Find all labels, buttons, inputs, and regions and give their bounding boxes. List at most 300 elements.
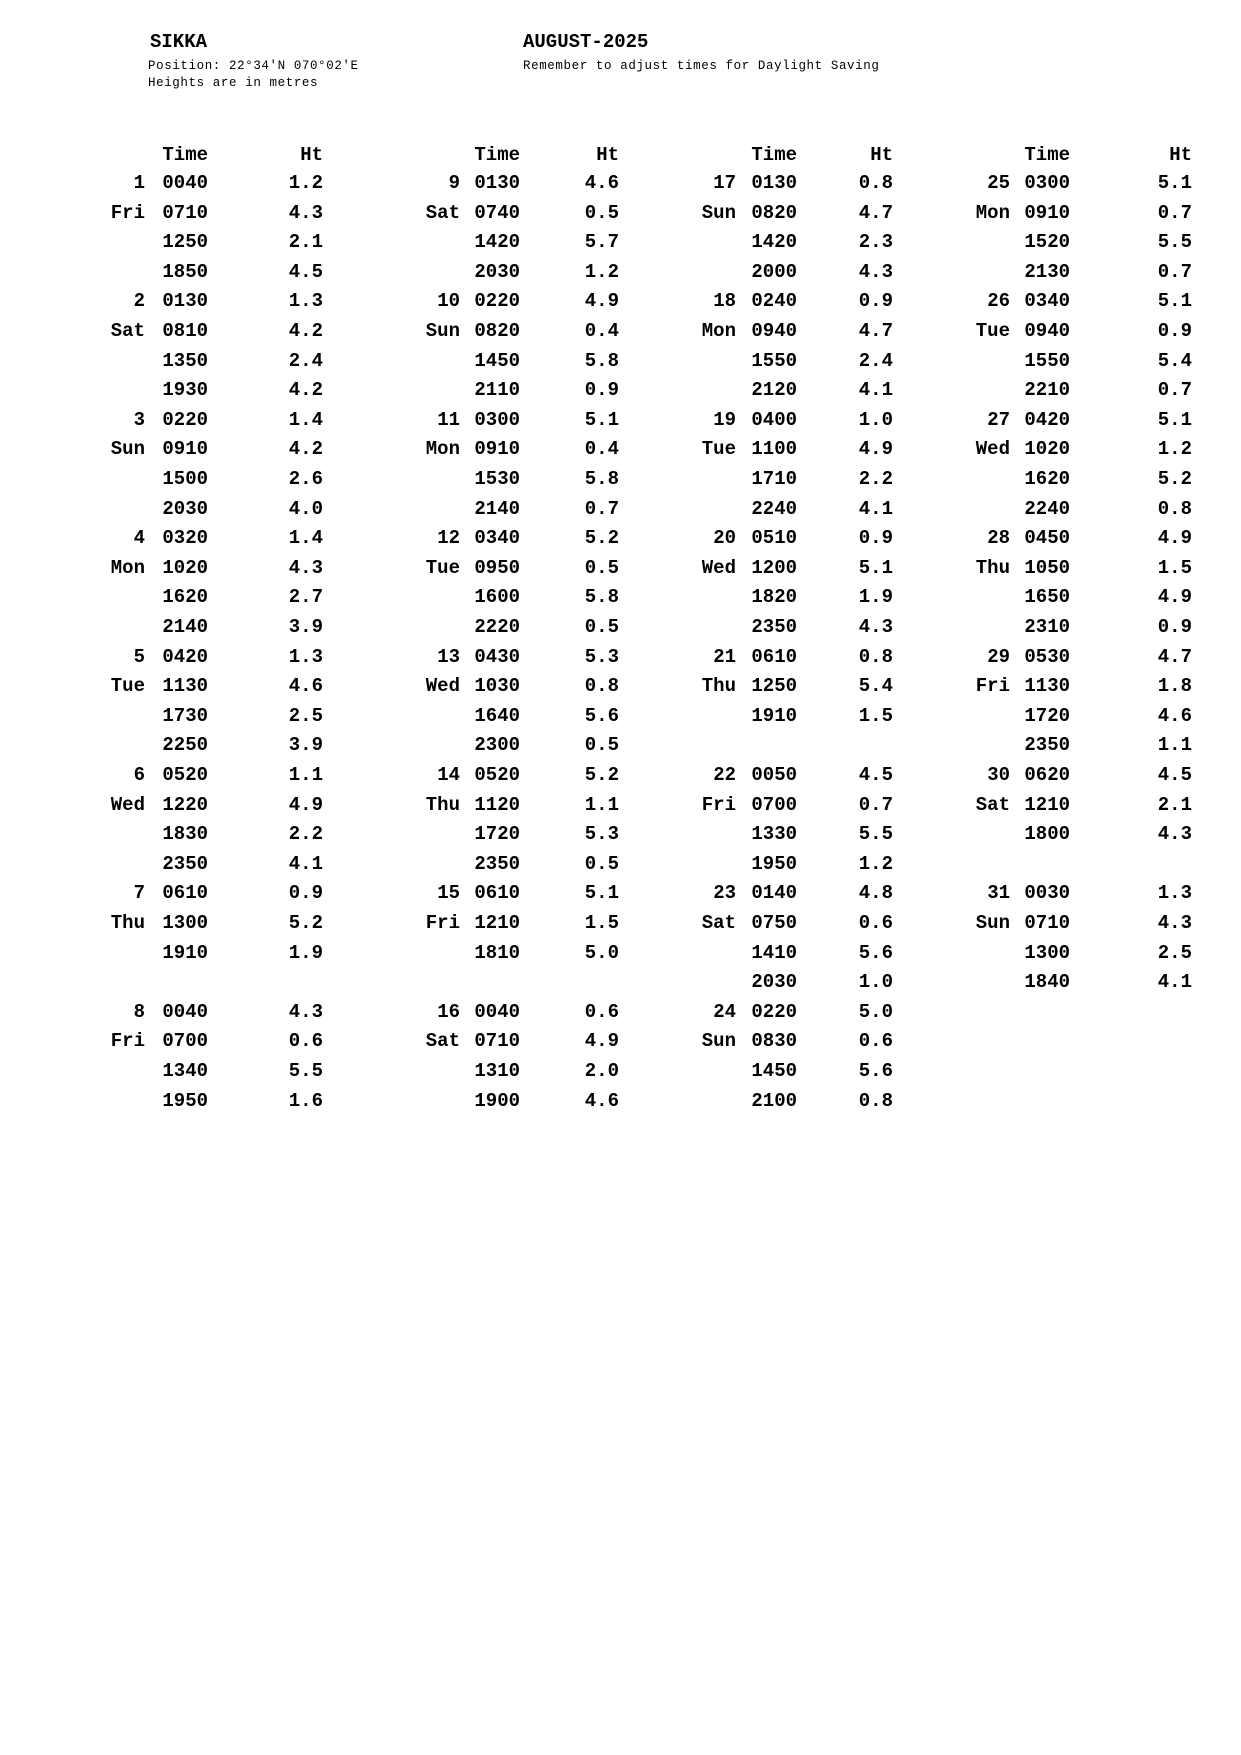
tide-time: 1130: [162, 675, 208, 698]
weekday-label: Wed: [701, 556, 736, 579]
tide-height: 0.7: [1157, 260, 1192, 283]
day-number: 7: [133, 882, 145, 905]
tide-time: 2350: [751, 616, 797, 638]
tide-height: 4.7: [858, 320, 893, 342]
tide-time: 0710: [1024, 912, 1070, 934]
weekday-label: Tue: [701, 438, 736, 461]
tide-height: 2.1: [288, 231, 323, 254]
day-number: 21: [713, 645, 736, 668]
tide-time: 2240: [1024, 497, 1070, 520]
day-number: 11: [437, 408, 460, 431]
tide-time: 1420: [474, 231, 520, 254]
tide-height: 1.5: [1157, 556, 1192, 579]
tide-height: 1.5: [858, 704, 893, 727]
tide-time: 1620: [162, 586, 208, 609]
weekday-label: Sun: [701, 201, 736, 224]
tide-time: 1930: [162, 379, 208, 402]
tide-time: 0220: [162, 408, 208, 431]
tide-time: 1720: [1024, 704, 1070, 727]
tide-height: 1.1: [584, 793, 619, 816]
tide-time: 0950: [474, 556, 520, 579]
tide-time: 1330: [751, 823, 797, 846]
height-column-header: Ht: [300, 144, 323, 166]
tide-time: 2210: [1024, 379, 1070, 402]
time-column-header: Time: [162, 144, 208, 166]
tide-time: 0400: [751, 408, 797, 431]
tide-height: 1.2: [1157, 438, 1192, 461]
tide-time: 0530: [1024, 645, 1070, 668]
tide-height: 5.8: [584, 349, 619, 372]
tide-time: 2140: [162, 616, 208, 638]
tide-time: 0130: [162, 290, 208, 313]
day-number: 1: [133, 172, 145, 194]
tide-height: 5.2: [584, 527, 619, 550]
tide-height: 1.8: [1157, 675, 1192, 698]
tide-time: 1020: [162, 556, 208, 579]
tide-height: 4.1: [858, 497, 893, 520]
tide-time: 0750: [751, 912, 797, 934]
tide-time: 1350: [162, 349, 208, 372]
tide-height: 1.3: [1157, 882, 1192, 905]
tide-height: 5.2: [288, 912, 323, 934]
tide-time: 1830: [162, 823, 208, 846]
tide-time: 2000: [751, 260, 797, 283]
tide-time: 1300: [162, 912, 208, 934]
tide-height: 4.7: [1157, 645, 1192, 668]
tide-time: 1300: [1024, 941, 1070, 964]
tide-time: 0040: [474, 1000, 520, 1023]
tide-height: 5.4: [1157, 349, 1192, 372]
weekday-label: Thu: [701, 675, 736, 698]
tide-time: 1050: [1024, 556, 1070, 579]
tide-time: 1220: [162, 793, 208, 816]
tide-time: 1450: [751, 1060, 797, 1082]
tide-height: 0.5: [584, 852, 619, 875]
tide-height: 2.6: [288, 468, 323, 490]
tide-time: 0810: [162, 320, 208, 342]
weekday-label: Sun: [425, 320, 460, 342]
tide-height: 5.1: [1157, 408, 1192, 431]
tide-time: 0700: [751, 793, 797, 816]
month-title: AUGUST-2025: [523, 31, 649, 53]
tide-height: 5.6: [858, 1060, 893, 1082]
tide-time: 0910: [162, 438, 208, 461]
weekday-label: Sat: [701, 912, 736, 934]
day-number: 28: [987, 527, 1010, 550]
day-number: 10: [437, 290, 460, 313]
tide-time: 2110: [474, 379, 520, 402]
tide-height: 5.3: [584, 645, 619, 668]
tide-time: 2250: [162, 734, 208, 757]
tide-height: 0.7: [858, 793, 893, 816]
tide-height: 0.8: [858, 172, 893, 194]
tide-height: 1.1: [1157, 734, 1192, 757]
tide-time: 2350: [474, 852, 520, 875]
tide-height: 5.5: [288, 1060, 323, 1082]
tide-height: 4.1: [288, 852, 323, 875]
tide-height: 0.4: [584, 438, 619, 461]
tide-height: 4.9: [858, 438, 893, 461]
day-number: 31: [987, 882, 1010, 905]
weekday-label: Thu: [975, 556, 1010, 579]
tide-height: 4.6: [584, 172, 619, 194]
tide-time: 0610: [162, 882, 208, 905]
tide-height: 5.3: [584, 823, 619, 846]
tide-time: 2030: [162, 497, 208, 520]
day-number: 8: [133, 1000, 145, 1023]
weekday-label: Mon: [110, 556, 145, 579]
weekday-label: Sat: [425, 1030, 460, 1053]
tide-time: 1130: [1024, 675, 1070, 698]
tide-height: 2.3: [858, 231, 893, 254]
tide-time: 0520: [474, 764, 520, 786]
day-number: 2: [133, 290, 145, 313]
tide-height: 0.6: [858, 1030, 893, 1053]
tide-time: 2300: [474, 734, 520, 757]
day-number: 5: [133, 645, 145, 668]
tide-height: 0.6: [288, 1030, 323, 1053]
tide-time: 2350: [1024, 734, 1070, 757]
tide-time: 0450: [1024, 527, 1070, 550]
day-number: 6: [133, 764, 145, 786]
day-number: 9: [448, 172, 460, 194]
tide-height: 5.1: [1157, 290, 1192, 313]
tide-time: 2240: [751, 497, 797, 520]
tide-height: 5.2: [1157, 468, 1192, 490]
tide-height: 4.8: [858, 882, 893, 905]
tide-height: 5.5: [1157, 231, 1192, 254]
tide-height: 0.8: [858, 1089, 893, 1112]
tide-height: 1.3: [288, 645, 323, 668]
weekday-label: Thu: [110, 912, 145, 934]
tide-height: 2.7: [288, 586, 323, 609]
tide-height: 4.6: [288, 675, 323, 698]
weekday-label: Tue: [425, 556, 460, 579]
tide-height: 1.9: [288, 941, 323, 964]
tide-height: 2.1: [1157, 793, 1192, 816]
weekday-label: Sat: [110, 320, 145, 342]
tide-height: 5.6: [858, 941, 893, 964]
tide-height: 4.3: [288, 201, 323, 224]
tide-time: 0820: [474, 320, 520, 342]
tide-height: 0.5: [584, 201, 619, 224]
tide-time: 0740: [474, 201, 520, 224]
tide-time: 1800: [1024, 823, 1070, 846]
day-number: 18: [713, 290, 736, 313]
tide-time: 1500: [162, 468, 208, 490]
tide-height: 2.5: [288, 704, 323, 727]
tide-time: 1210: [1024, 793, 1070, 816]
tide-time: 0220: [751, 1000, 797, 1023]
tide-time: 0040: [162, 1000, 208, 1023]
time-column-header: Time: [474, 144, 520, 166]
tide-time: 0420: [1024, 408, 1070, 431]
tide-height: 0.7: [1157, 379, 1192, 402]
tide-time: 1520: [1024, 231, 1070, 254]
tide-time: 1310: [474, 1060, 520, 1082]
tide-time: 1910: [162, 941, 208, 964]
tide-time: 2350: [162, 852, 208, 875]
tide-time: 1250: [162, 231, 208, 254]
height-column-header: Ht: [596, 144, 619, 166]
daylight-saving-note: Remember to adjust times for Daylight Saving: [523, 59, 880, 73]
tide-height: 4.3: [858, 260, 893, 283]
tide-time: 1640: [474, 704, 520, 727]
tide-time: 0220: [474, 290, 520, 313]
weekday-label: Wed: [975, 438, 1010, 461]
day-number: 23: [713, 882, 736, 905]
tide-time: 1020: [1024, 438, 1070, 461]
tide-time: 0030: [1024, 882, 1070, 905]
tide-height: 0.9: [584, 379, 619, 402]
tide-time: 0940: [1024, 320, 1070, 342]
day-number: 14: [437, 764, 460, 786]
tide-height: 5.5: [858, 823, 893, 846]
tide-height: 2.5: [1157, 941, 1192, 964]
tide-height: 2.2: [288, 823, 323, 846]
tide-time: 0300: [1024, 172, 1070, 194]
weekday-label: Mon: [701, 320, 736, 342]
tide-time: 0510: [751, 527, 797, 550]
tide-height: 4.9: [1157, 586, 1192, 609]
tide-time: 0940: [751, 320, 797, 342]
tide-height: 4.5: [288, 260, 323, 283]
tide-time: 0340: [1024, 290, 1070, 313]
tide-height: 5.7: [584, 231, 619, 254]
weekday-label: Mon: [975, 201, 1010, 224]
tide-height: 0.7: [584, 497, 619, 520]
tide-height: 4.7: [858, 201, 893, 224]
tide-time: 2100: [751, 1089, 797, 1112]
location-title: SIKKA: [150, 31, 208, 53]
tide-height: 4.9: [288, 793, 323, 816]
tide-height: 0.5: [584, 734, 619, 757]
tide-time: 0710: [162, 201, 208, 224]
tide-time: 1410: [751, 941, 797, 964]
tide-time: 2140: [474, 497, 520, 520]
tide-time: 1530: [474, 468, 520, 490]
tide-height: 1.2: [288, 172, 323, 194]
weekday-label: Wed: [110, 793, 145, 816]
day-number: 12: [437, 527, 460, 550]
tide-height: 1.6: [288, 1089, 323, 1112]
tide-time: 2310: [1024, 616, 1070, 638]
day-number: 30: [987, 764, 1010, 786]
tide-time: 1950: [162, 1089, 208, 1112]
tide-height: 5.6: [584, 704, 619, 727]
tide-height: 4.3: [1157, 912, 1192, 934]
tide-time: 1710: [751, 468, 797, 490]
weekday-label: Wed: [425, 675, 460, 698]
day-number: 4: [133, 527, 145, 550]
tide-height: 1.0: [858, 408, 893, 431]
tide-time: 1850: [162, 260, 208, 283]
tide-time: 1600: [474, 586, 520, 609]
day-number: 25: [987, 172, 1010, 194]
tide-time: 0050: [751, 764, 797, 786]
tide-height: 1.1: [288, 764, 323, 786]
tide-height: 0.9: [858, 527, 893, 550]
tide-time: 1450: [474, 349, 520, 372]
tide-height: 0.7: [1157, 201, 1192, 224]
tide-height: 5.8: [584, 586, 619, 609]
tide-height: 4.6: [1157, 704, 1192, 727]
tide-time: 1120: [474, 793, 520, 816]
tide-height: 0.9: [1157, 616, 1192, 638]
tide-height: 5.4: [858, 675, 893, 698]
tide-height: 4.3: [858, 616, 893, 638]
tide-time: 0830: [751, 1030, 797, 1053]
tide-time: 0700: [162, 1030, 208, 1053]
tide-time: 0910: [1024, 201, 1070, 224]
tide-time: 2220: [474, 616, 520, 638]
day-number: 22: [713, 764, 736, 786]
tide-time: 0610: [474, 882, 520, 905]
tide-height: 5.8: [584, 468, 619, 490]
weekday-label: Thu: [425, 793, 460, 816]
tide-time: 0320: [162, 527, 208, 550]
day-number: 15: [437, 882, 460, 905]
tide-time: 1030: [474, 675, 520, 698]
tide-time: 0620: [1024, 764, 1070, 786]
tide-time: 1550: [1024, 349, 1070, 372]
position-text: Position: 22°34'N 070°02'E: [148, 59, 359, 73]
tide-time: 1910: [751, 704, 797, 727]
tide-height: 4.2: [288, 379, 323, 402]
tide-time: 0430: [474, 645, 520, 668]
weekday-label: Sun: [975, 912, 1010, 934]
tide-height: 1.4: [288, 408, 323, 431]
tide-time: 1340: [162, 1060, 208, 1082]
tide-time: 0300: [474, 408, 520, 431]
tide-time: 0240: [751, 290, 797, 313]
tide-height: 4.3: [288, 556, 323, 579]
tide-time: 1730: [162, 704, 208, 727]
tide-height: 0.9: [858, 290, 893, 313]
heights-note: Heights are in metres: [148, 76, 319, 90]
tide-time: 0420: [162, 645, 208, 668]
tide-height: 5.1: [584, 408, 619, 431]
tide-height: 1.5: [584, 912, 619, 934]
tide-height: 1.9: [858, 586, 893, 609]
tide-height: 1.3: [288, 290, 323, 313]
day-number: 13: [437, 645, 460, 668]
weekday-label: Fri: [425, 912, 460, 934]
tide-height: 5.0: [584, 941, 619, 964]
weekday-label: Tue: [110, 675, 145, 698]
day-number: 16: [437, 1000, 460, 1023]
tide-height: 5.2: [584, 764, 619, 786]
tide-height: 4.0: [288, 497, 323, 520]
tide-time: 1620: [1024, 468, 1070, 490]
weekday-label: Fri: [975, 675, 1010, 698]
tide-time: 0820: [751, 201, 797, 224]
weekday-label: Fri: [110, 201, 145, 224]
weekday-label: Mon: [425, 438, 460, 461]
tide-time: 1810: [474, 941, 520, 964]
tide-height: 4.1: [1157, 971, 1192, 994]
tide-time: 0040: [162, 172, 208, 194]
tide-height: 0.8: [584, 675, 619, 698]
tide-height: 4.9: [584, 1030, 619, 1053]
tide-time: 1200: [751, 556, 797, 579]
weekday-label: Sat: [425, 201, 460, 224]
tide-time: 0130: [474, 172, 520, 194]
tide-height: 5.1: [1157, 172, 1192, 194]
weekday-label: Sun: [110, 438, 145, 461]
tide-time: 1550: [751, 349, 797, 372]
tide-height: 4.5: [858, 764, 893, 786]
tide-time: 1420: [751, 231, 797, 254]
weekday-label: Tue: [975, 320, 1010, 342]
tide-height: 4.6: [584, 1089, 619, 1112]
tide-time: 2030: [751, 971, 797, 994]
tide-height: 1.2: [858, 852, 893, 875]
tide-height: 4.9: [584, 290, 619, 313]
tide-time: 1840: [1024, 971, 1070, 994]
tide-time: 0910: [474, 438, 520, 461]
tide-time: 1820: [751, 586, 797, 609]
tide-time: 0610: [751, 645, 797, 668]
tide-height: 0.6: [858, 912, 893, 934]
day-number: 24: [713, 1000, 736, 1023]
tide-height: 3.9: [288, 734, 323, 757]
day-number: 27: [987, 408, 1010, 431]
tide-time: 0710: [474, 1030, 520, 1053]
tide-time: 1650: [1024, 586, 1070, 609]
tide-height: 0.9: [1157, 320, 1192, 342]
tide-height: 4.2: [288, 320, 323, 342]
tide-height: 0.4: [584, 320, 619, 342]
tide-time: 2120: [751, 379, 797, 402]
tide-time: 0520: [162, 764, 208, 786]
day-number: 3: [133, 408, 145, 431]
time-column-header: Time: [1024, 144, 1070, 166]
tide-height: 5.1: [858, 556, 893, 579]
time-column-header: Time: [751, 144, 797, 166]
tide-time: 1900: [474, 1089, 520, 1112]
day-number: 26: [987, 290, 1010, 313]
tide-height: 4.5: [1157, 764, 1192, 786]
tide-height: 0.5: [584, 616, 619, 638]
tide-time: 0130: [751, 172, 797, 194]
tide-height: 2.0: [584, 1060, 619, 1082]
weekday-label: Fri: [110, 1030, 145, 1053]
tide-height: 1.2: [584, 260, 619, 283]
day-number: 29: [987, 645, 1010, 668]
tide-time: 2130: [1024, 260, 1070, 283]
tide-height: 0.9: [288, 882, 323, 905]
tide-height: 4.9: [1157, 527, 1192, 550]
tide-height: 2.4: [288, 349, 323, 372]
tide-time: 1210: [474, 912, 520, 934]
tide-time: 2030: [474, 260, 520, 283]
tide-height: 1.4: [288, 527, 323, 550]
height-column-header: Ht: [1169, 144, 1192, 166]
tide-time: 1250: [751, 675, 797, 698]
tide-height: 2.2: [858, 468, 893, 490]
tide-height: 1.0: [858, 971, 893, 994]
tide-height: 4.3: [288, 1000, 323, 1023]
weekday-label: Sun: [701, 1030, 736, 1053]
tide-time: 1950: [751, 852, 797, 875]
weekday-label: Fri: [701, 793, 736, 816]
day-number: 20: [713, 527, 736, 550]
tide-height: 4.3: [1157, 823, 1192, 846]
weekday-label: Sat: [975, 793, 1010, 816]
day-number: 19: [713, 408, 736, 431]
tide-height: 5.1: [584, 882, 619, 905]
